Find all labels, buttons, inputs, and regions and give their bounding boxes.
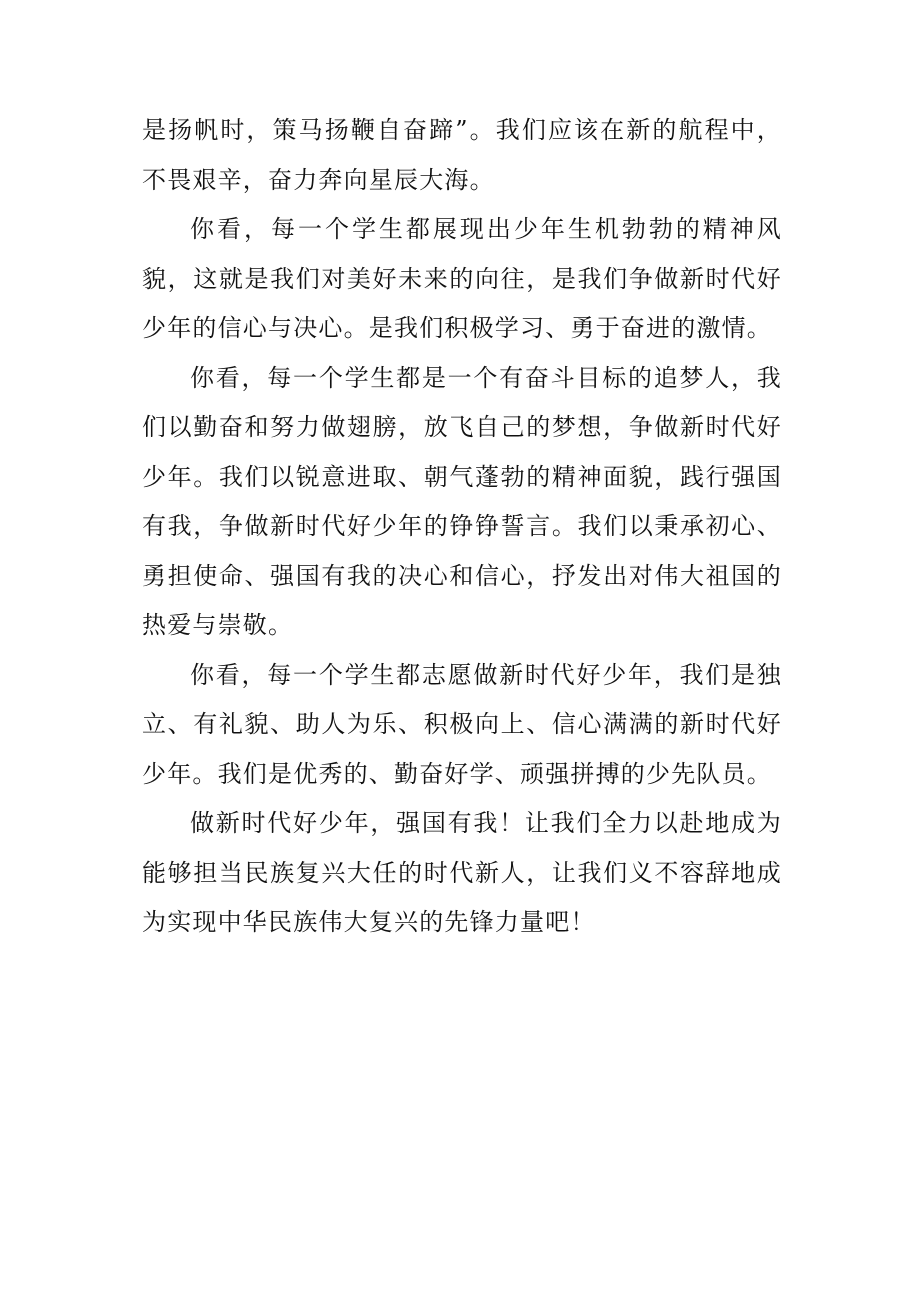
paragraph-2: 你看，每一个学生都展现出少年生机勃勃的精神风貌，这就是我们对美好未来的向往，是我们争做新时代好少年的信心与决心。是我们积极学习、勇于奋进的激情。: [142, 215, 782, 342]
document-body: [142, 106, 782, 948]
paragraph-1: 是扬帆时，策马扬鞭自奋蹄”。我们应该在新的航程中，不畏艰辛，奋力奔向星辰大海。: [142, 116, 782, 194]
paragraph-4: 你看，每一个学生都志愿做新时代好少年，我们是独立、有礼貌、助人为乐、积极向上、信心满满的新时代好少年。我们是优秀的、勤奋好学、顽强拼搏的少先队员。: [142, 660, 782, 788]
paragraph-5: 做新时代好少年，强国有我！让我们全力以赴地成为能够担当民族复兴大任的时代新人，让我们义不容辞地成为实现中华民族伟大复兴的先锋力量吧！: [142, 809, 782, 936]
paragraph-3: 你看，每一个学生都是一个有奋斗目标的追梦人，我们以勤奋和努力做翅膀，放飞自己的梦想，争做新时代好少年。我们以锐意进取、朝气蓬勃的精神面貌，践行强国有我，争做新时代好少年的铮铮誓言。我们以秉承初心、勇担使命、强国有我的决心和信心，抒发出对伟大祖国的热爱与崇敬。: [142, 363, 782, 639]
